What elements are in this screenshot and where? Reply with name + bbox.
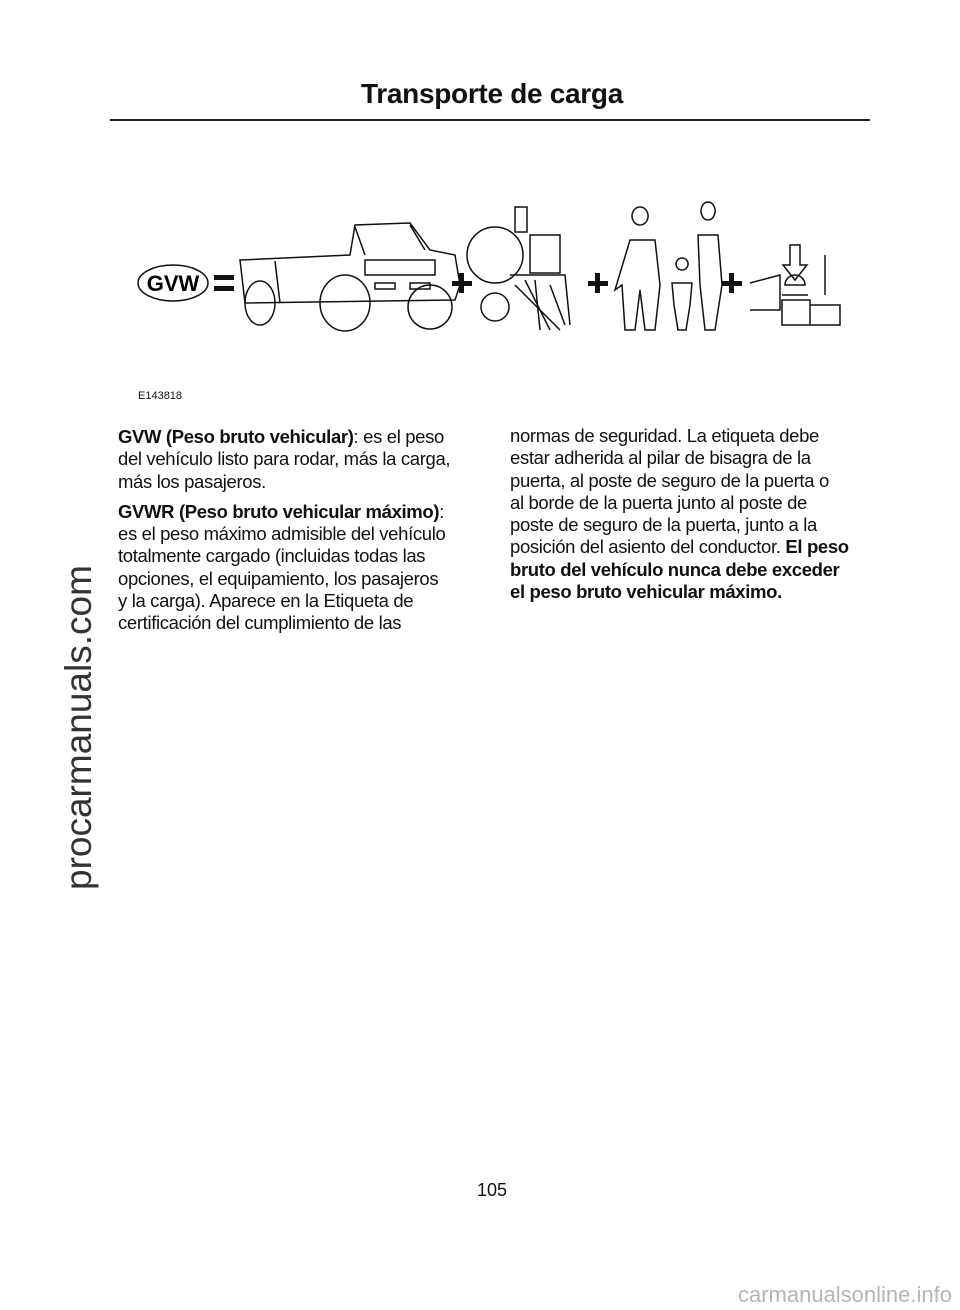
header-divider xyxy=(110,119,870,121)
gvw-label-ellipse xyxy=(138,265,208,301)
text-line xyxy=(510,492,875,514)
text-line xyxy=(510,536,875,558)
body-text: normas de seguridad. La etiqueta debe xyxy=(510,425,819,446)
text-line xyxy=(118,501,483,523)
bold-text: bruto del vehículo nunca debe exceder xyxy=(510,558,840,580)
text-line xyxy=(510,514,875,536)
bottom-watermark: carmanualsonline.info xyxy=(737,1282,952,1307)
pickup-truck-icon xyxy=(240,223,460,331)
equals-icon xyxy=(214,275,234,291)
text-line xyxy=(118,568,483,590)
bold-text: GVW (Peso bruto vehicular) xyxy=(118,426,354,447)
text-line xyxy=(118,545,483,567)
body-text: certificación del cumplimiento de las xyxy=(118,612,402,634)
text-line xyxy=(118,471,483,493)
paragraph-gap xyxy=(118,493,483,501)
plus-icon xyxy=(588,273,608,293)
body-text: posición del asiento del conductor. xyxy=(510,536,786,558)
body-text: más los pasajeros. xyxy=(118,470,266,492)
tongue-load-icon xyxy=(750,245,840,325)
side-watermark: procarmanuals.com xyxy=(58,565,99,890)
left-column xyxy=(118,426,483,635)
text-line xyxy=(118,612,483,634)
body-text: es el peso máximo admisible del vehículo xyxy=(118,523,446,545)
body-text: totalmente cargado (incluidas todas las xyxy=(118,545,426,567)
body-text: y la carga). Aparece en la Etiqueta de xyxy=(118,590,414,612)
figure-code: E143818 xyxy=(138,390,183,402)
text-line xyxy=(118,426,483,448)
gvw-label: GVW xyxy=(146,271,200,296)
text-line xyxy=(510,581,875,603)
bold-text: El peso xyxy=(785,536,849,558)
bold-text: GVWR (Peso bruto vehicular máximo) xyxy=(118,500,440,522)
body-text: al borde de la puerta junto al poste de xyxy=(510,491,807,513)
body-text: estar adherida al pilar de bisagra de la xyxy=(510,447,811,469)
body-text: : xyxy=(439,500,444,522)
text-line xyxy=(118,448,483,470)
plus-icon xyxy=(452,273,472,293)
plus-icon xyxy=(722,273,742,293)
body-text: del vehículo listo para rodar, más la carga, xyxy=(118,448,451,470)
passengers-icon xyxy=(615,202,722,330)
page-number: 105 xyxy=(476,1180,508,1200)
cargo-equipment-icon xyxy=(467,207,570,330)
body-text: poste de seguro de la puerta, junto a la xyxy=(510,514,817,536)
page-title: Transporte de carga xyxy=(361,78,623,109)
text-line xyxy=(118,523,483,545)
body-text: : es el peso xyxy=(353,426,444,447)
body-text: puerta, al poste de seguro de la puerta o xyxy=(510,469,829,491)
right-column xyxy=(510,425,875,603)
text-line xyxy=(510,470,875,492)
bold-text: el peso bruto vehicular máximo. xyxy=(510,581,782,603)
gvw-illustration xyxy=(110,195,850,335)
body-text: opciones, el equipamiento, los pasajeros xyxy=(118,567,439,589)
text-line xyxy=(510,447,875,469)
text-line xyxy=(510,559,875,581)
text-line xyxy=(510,425,875,447)
text-line xyxy=(118,590,483,612)
